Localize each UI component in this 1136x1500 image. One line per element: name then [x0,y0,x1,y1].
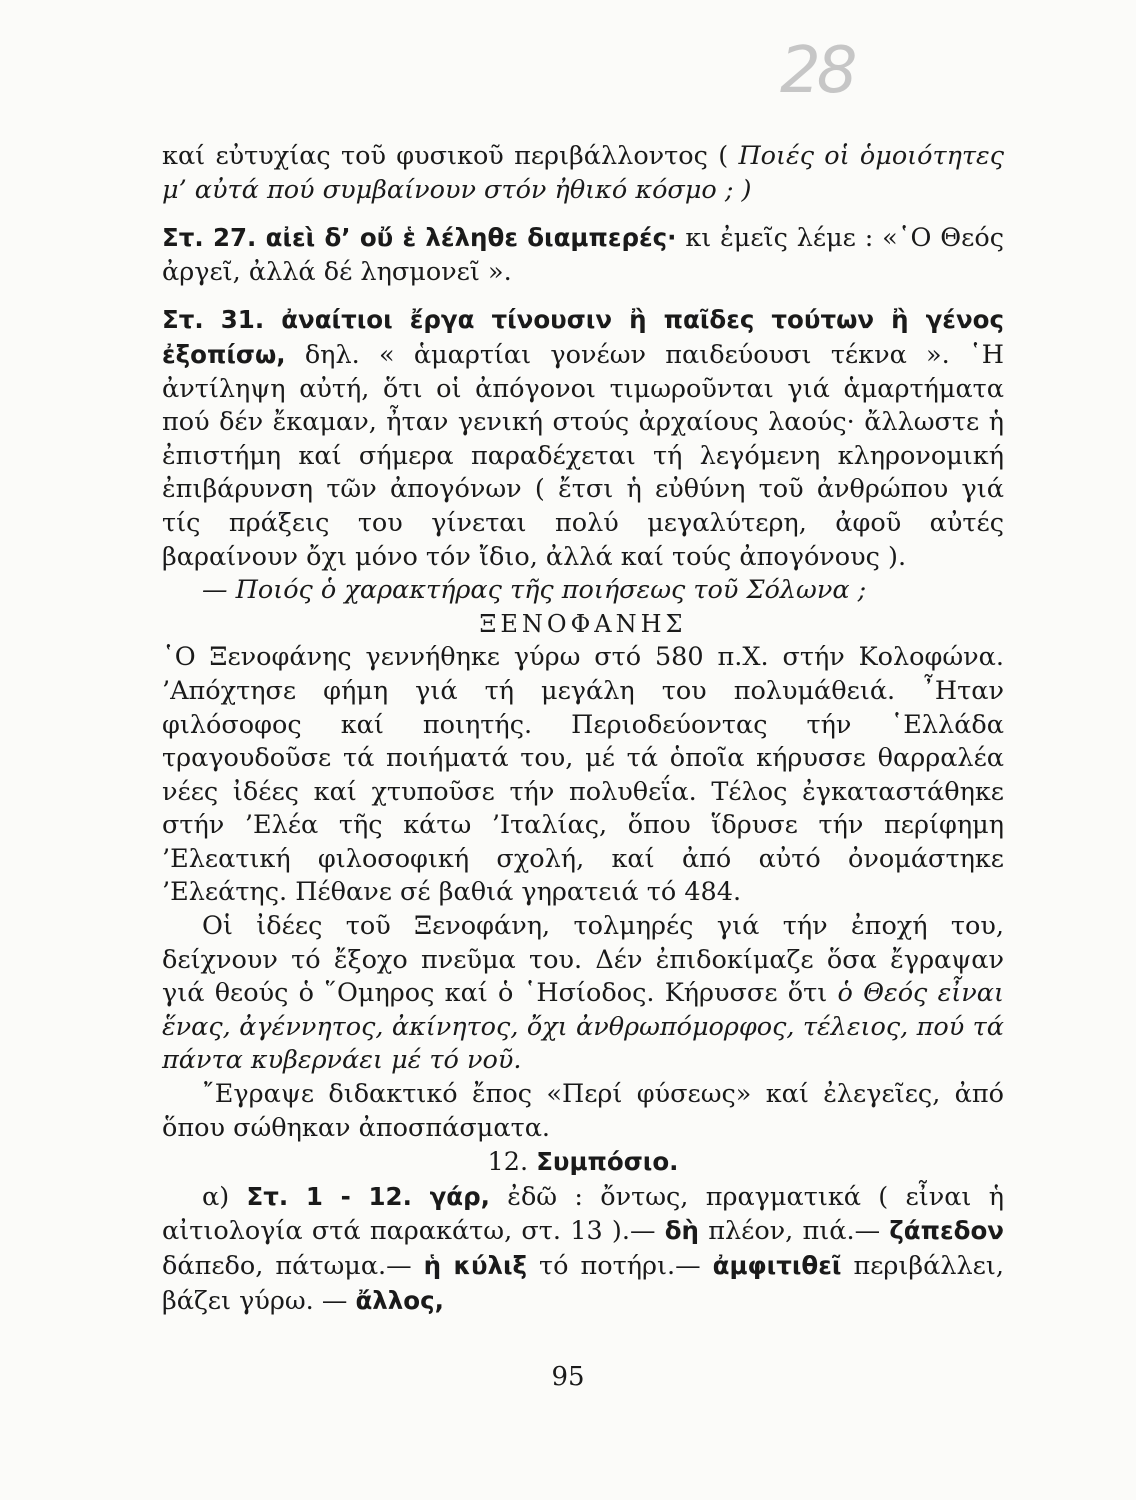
section-heading-symposium: 12. Συμπόσιο. [487,1147,679,1178]
symposium-notes: α) Στ. 1 - 12. γάρ, ἐδῶ : ὄντως, πραγματικά ( εἶναι ἡ αἰτιολογία στά παρακάτω, στ. 13 ).— δὴ πλέον, πιά.— ζάπεδον δάπεδο, πάτωμα.— ἡ κύλιξ τό ποτήρι.— ἀμφιτιθεῖ περιβάλλει, βάζει γύρω. — ἄλλος, [162,1181,1004,1316]
biography-paragraph: ῾Ο Ξενοφάνης γεννήθηκε γύρω στό 580 π.Χ. στήν Κολοφώνα. ’Απόχτησε φήμη γιά τή μεγάλη του πολυμάθειά. ῏Ηταν φιλόσοφος καί ποιητής. Περιοδεύοντας τήν ῾Ελλάδα τραγουδοῦσε τά ποιήματά του, μέ τά ὁποῖα κήρυσσε θαρραλέα νέες ἰδέες καί χτυποῦσε τήν πολυθεΐα. Τέλος ἐγκαταστάθηκε στήν ’Ελέα τῆς κάτω ’Ιταλίας, ὅπου ἵδρυσε τήν περίφημη ’Ελεατική φιλοσοφική σχολή, καί ἀπό αὐτό ὀνομάστηκε ’Ελεάτης. Πέθανε σέ βαθιά γηρατειά τό 484. [162,642,1004,908]
paragraph-continuation: καί εὐτυχίας τοῦ φυσικοῦ περιβάλλοντος ( Ποιές οἱ ὁμοιότητες μ’ αὐτά πού συμβαίνουν στόν ἠθικό κόσμο ; ) [162,141,1004,205]
ideas-paragraph: Οἱ ἰδέες τοῦ Ξενοφάνη, τολμηρές γιά τήν ἐποχή του, δείχνουν τό ἔξοχο πνεῦμα του. Δέν ἐπιδοκίμαζε ὅσα ἔγραψαν γιά θεούς ὁ ῞Ομηρος καί ὁ ῾Ησίοδος. Κήρυσσε ὅτι ὁ Θεός εἶναι ἕνας, ἀγέννητος, ἀκίνητος, ὄχι ἀνθρωπόμορφος, τέλειος, πού τά πάντα κυβερνάει μέ τό νοῦ. [162,911,1004,1076]
page-number: 95 [551,1362,585,1392]
ideas-italic: ὁ Θεός εἶναι ἕνας, ἀγέννητος, ἀκίνητος, ὄχι ἀνθρωπόμορφος, τέλειος, πού τά πάντα κυβερνάει μέ τό νοῦ. [162,978,1004,1076]
note-line-31: Στ. 31. ἀναίτιοι ἔργα τίνουσιν ἢ παῖδες τούτων ἢ γένος ἐξοπίσω, δηλ. « ἁμαρτίαι γονέων παιδεύουσι τέκνα ». ῾Η ἀντίληψη αὐτή, ὅτι οἱ ἀπόγονοι τιμωροῦνται γιά ἁμαρτήματα πού δέν ἔκαμαν, ἦταν γενική στούς ἀρχαίους λαούς· ἄλλωστε ἡ ἐπιστήμη καί σήμερα παραδέχεται τή λεγόμενη κληρονομική ἐπιβάρυνση τῶν ἀπογόνων ( ἔτσι ἡ εὐθύνη τοῦ ἀνθρώπου γιά τίς πράξεις του γίνεται πολύ μεγαλύτερη, ἀφοῦ αὐτές βαραίνουν ὄχι μόνο τόν ἴδιο, ἀλλά καί τούς ἀπογόνους ). [162,305,1004,572]
handwritten-page-annotation: 28 [780,34,854,108]
question-italic: Ποιές οἱ ὁμοιότητες μ’ αὐτά πού συμβαίνουν στόν ἠθικό κόσμο ; ) [162,141,1004,205]
section-heading-xenophanes: ΞΕΝΟΦΑΝΗΣ [479,609,687,638]
note-line-27: Στ. 27. αἰεὶ δ’ οὔ ἑ λέληθε διαμπερές· κι ἐμεῖς λέμε : «῾Ο Θεός ἀργεῖ, ἀλλά δέ λησμονεῖ ». [162,223,1004,287]
page-body [162,140,1004,1318]
works-paragraph: ῎Εγραψε διδακτικό ἔπος «Περί φύσεως» καί ἐλεγεῖες, ἀπό ὅπου σώθηκαν ἀποσπάσματα. [162,1079,1004,1143]
lemma: Στ. 31. ἀναίτιοι ἔργα τίνουσιν ἢ παῖδες τούτων ἢ γένος ἐξοπίσω, [162,305,1004,369]
lemma: Στ. 27. αἰεὶ δ’ οὔ ἑ λέληθε διαμπερές· [162,223,677,253]
question-paragraph: — Ποιός ὁ χαρακτήρας τῆς ποιήσεως τοῦ Σόλωνα ; [202,575,867,606]
